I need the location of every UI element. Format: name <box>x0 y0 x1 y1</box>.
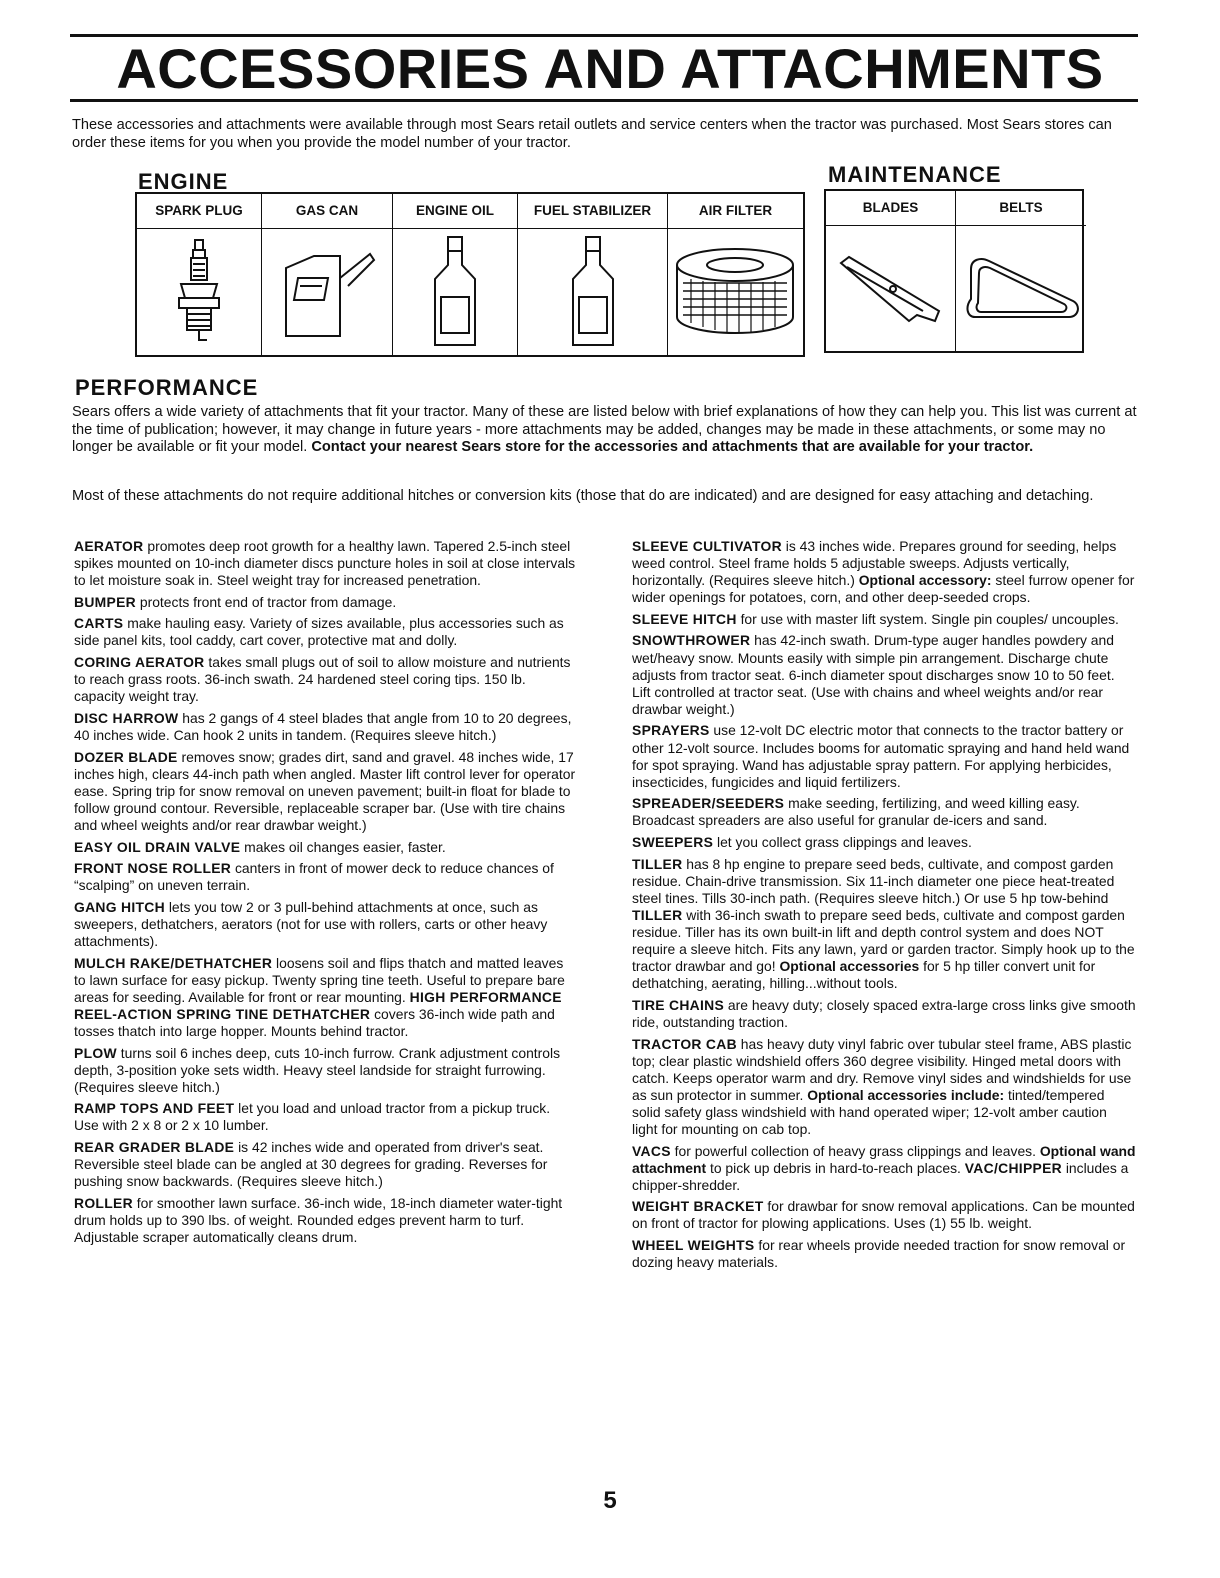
item-label: BELTS <box>956 191 1086 226</box>
entry-term: WEIGHT BRACKET <box>632 1198 764 1215</box>
entry-sleeve-cultivator <box>632 538 1136 606</box>
entry-term: RAMP TOPS AND FEET <box>74 1100 235 1117</box>
entry-text: is 42 inches wide and operated from driver's seat. Reversible steel blade can be angled at 30 degrees for grading. Reverses for pushing snow backwards. (Requires sleeve hitch.) <box>74 1139 548 1190</box>
entry-text: promotes deep root growth for a healthy lawn. Tapered 2.5-inch steel spikes mounted on 10-inch diameter discs puncture holes in soil at close intervals to let moisture soak in. Steel weight tray for increased penetration. <box>74 538 576 589</box>
entry-term: DOZER BLADE <box>74 748 178 765</box>
item-label: ENGINE OIL <box>393 194 517 229</box>
page-title: ACCESSORIES AND ATTACHMENTS <box>116 37 1104 100</box>
entry-wheel-weights <box>632 1237 1136 1271</box>
entry-text: make seeding, fertilizing, and weed killing easy. Broadcast spreaders are also useful for granular de-icers and sand. <box>632 795 1080 829</box>
entry-sweepers <box>632 834 1136 851</box>
entry-ramp-tops-and-feet <box>74 1100 578 1134</box>
entry-optional-label: Optional accessory: <box>858 572 992 589</box>
entry-term: CARTS <box>74 615 124 632</box>
entry-carts <box>74 615 578 649</box>
entry-gang-hitch <box>74 899 578 950</box>
entry-text: makes oil changes easier, faster. <box>240 838 446 855</box>
entry-term: SLEEVE HITCH <box>632 610 737 627</box>
entry-term: VACS <box>632 1142 671 1159</box>
entry-term: PLOW <box>74 1044 117 1061</box>
engine-item-air-filter <box>668 194 803 355</box>
entry-text: is 43 inches wide. Prepares ground for seeding, helps weed control. Steel frame holds 5 adjustable sweeps. Adjusts vertically, horizontally. (Requires sleeve hitch.) <box>632 538 1117 589</box>
entry-dozer-blade <box>74 749 578 834</box>
entry-text: includes a chipper-shredder. <box>632 1159 1129 1193</box>
entry-term: REAR GRADER BLADE <box>74 1139 235 1155</box>
entry-text: let you load and unload tractor from a pickup truck. Use with 2 x 8 or 2 x 10 lumber. <box>74 1100 551 1134</box>
entry-text: has 42-inch swath. Drum-type auger handles powdery and wet/heavy snow. Mounts easily with simple pin arrangement. Discharge chute adjusts from tractor seat. 6-inch diameter spout discharges snow 10 to 50 feet. Lift controlled at tractor seat. (Use with chains and wheel weights and/or rear drawbar weight.) <box>632 632 1115 717</box>
entry-text: has heavy duty vinyl fabric over tubular steel frame, ABS plastic top; clear plastic windshield offers 360 degree visibility. Hinged metal doors with catch. Keeps operator warm and dry. Remove vinyl sides and windshields for use as sun protector in summer. <box>632 1035 1132 1103</box>
entry-term: TIRE CHAINS <box>632 996 725 1013</box>
entry-text: for rear wheels provide needed traction for snow removal or dozing heavy materials. <box>632 1237 1126 1271</box>
entry-weight-bracket <box>632 1198 1136 1232</box>
entry-roller <box>74 1195 578 1246</box>
entry-mulch-rake-dethatcher <box>74 955 578 1040</box>
entry-vacs <box>632 1143 1136 1194</box>
entry-term: MULCH RAKE/DETHATCHER <box>74 954 273 971</box>
belt-icon <box>956 227 1086 351</box>
entry-text: tinted/tempered solid safety glass windshield with hand operated wiper; 12-volt amber caution light for mounting on cab top. <box>632 1086 1107 1137</box>
entry-term: TRACTOR CAB <box>632 1035 737 1052</box>
performance-contact-note: Contact your nearest Sears store for the accessories and attachments that are available for your tractor. <box>311 439 1034 456</box>
engine-item-gas-can <box>262 194 393 355</box>
entry-text: loosens soil and flips thatch and matted leaves to lawn surface for easy pickup. Twenty spring tine teeth. Useful to prepare bare areas for seeding. Available for front or rear mounting. <box>74 954 565 1005</box>
stabilizer-bottle-icon <box>518 230 667 355</box>
page-number: 5 <box>603 1487 617 1514</box>
blade-icon <box>826 227 955 351</box>
entry-term: VAC/CHIPPER <box>964 1159 1062 1176</box>
entry-coring-aerator <box>74 654 578 705</box>
entry-text: protects front end of tractor from damage. <box>136 593 397 610</box>
entry-text: lets you tow 2 or 3 pull-behind attachments at once, such as sweepers, dethatchers, aerators (not for use with rollers, carts or other heavy attachments). <box>74 898 548 949</box>
entry-term: TILLER <box>632 855 683 872</box>
entry-optional-label: Optional accessories <box>779 958 920 975</box>
entry-easy-oil-drain-valve <box>74 839 578 856</box>
entry-term: WHEEL WEIGHTS <box>632 1237 755 1254</box>
entry-text: has 8 hp engine to prepare seed beds, cultivate, and compost garden residue. Chain-drive transmission. Six 11-inch diameter one piece heat-treated steel tines. Tills 30-inch path. (Requires sleeve hitch.) Or use 5 hp tow-behind <box>632 855 1115 906</box>
entry-term: TILLER <box>632 906 683 923</box>
item-label: GAS CAN <box>262 194 392 229</box>
entry-disc-harrow <box>74 710 578 744</box>
entry-term: SWEEPERS <box>632 834 714 850</box>
entry-text: make hauling easy. Variety of sizes available, plus accessories such as side panel kits, tool caddy, cart cover, protective mat and dolly. <box>74 615 564 649</box>
entry-optional-label: Optional accessories include: <box>807 1086 1005 1103</box>
gas-can-icon <box>262 230 392 355</box>
performance-text: Sears offers a wide variety of attachments that fit your tractor. Many of these are listed below with brief explanations of how they can help you. This list was current at the time of publication; however, it may change in future years - more attachments may be added, changes may be made in these attachments, or some may no longer be available or fit your model. <box>72 404 1137 456</box>
item-label: AIR FILTER <box>668 194 803 229</box>
maintenance-item-blades <box>826 191 956 351</box>
entry-text: takes small plugs out of soil to allow moisture and nutrients to reach grass roots. 36-inch swath. 24 hardened steel coring tips. 150 lb. capacity weight tray. <box>74 654 571 705</box>
entry-text: for powerful collection of heavy grass clippings and leaves. <box>670 1142 1040 1159</box>
entry-tiller <box>632 856 1136 993</box>
air-filter-icon <box>668 230 803 355</box>
entry-term: EASY OIL DRAIN VALVE <box>74 838 241 855</box>
entry-term: CORING AERATOR <box>74 654 205 671</box>
entry-term: SLEEVE CULTIVATOR <box>632 538 782 554</box>
entry-term: SNOWTHROWER <box>632 632 751 649</box>
entry-sleeve-hitch <box>632 611 1136 628</box>
entry-bumper <box>74 594 578 611</box>
performance-intro <box>72 404 1144 457</box>
entry-optional-label: Optional wand attachment <box>632 1142 1136 1176</box>
entry-text: let you collect grass clippings and leaves. <box>713 834 972 850</box>
entry-sprayers <box>632 722 1136 790</box>
entry-text: canters in front of mower deck to reduce chances of “scalping” on uneven terrain. <box>74 860 554 894</box>
intro-text: These accessories and attachments were available through most Sears retail outlets and service centers when the tractor was purchased. Most Sears stores can order these items for you when you provide the model number of your tractor. <box>72 117 1112 151</box>
entry-tractor-cab <box>632 1036 1136 1139</box>
entry-text: for drawbar for snow removal applications. Can be mounted on front of tractor for plowing applications. Uses (1) 55 lb. weight. <box>632 1198 1135 1232</box>
entry-text: removes snow; grades dirt, sand and gravel. 48 inches wide, 17 inches high, clears 44-inch path when angled. Master lift control lever for operator ease. Spring trip for snow removal on uneven pavement; built-in float for blade to follow ground contour. Reversible, replaceable scraper bar. (Use with tire chains and wheel weights and/or rear drawbar weight.) <box>74 748 576 833</box>
entry-term: DISC HARROW <box>74 709 179 726</box>
entry-term: GANG HITCH <box>74 898 165 915</box>
performance-heading: PERFORMANCE <box>75 375 259 400</box>
engine-item-fuel-stabilizer <box>518 194 668 355</box>
maintenance-table <box>824 189 1084 353</box>
entry-text: for 5 hp tiller convert unit for dethatching, aerating, hilling...without tools. <box>632 958 1096 992</box>
engine-item-spark-plug <box>137 194 262 355</box>
entry-term: SPREADER/SEEDERS <box>632 795 785 812</box>
engine-table <box>135 192 805 357</box>
entry-text: turns soil 6 inches deep, cuts 10-inch furrow. Crank adjustment controls depth, 3-position yoke sets width. Heavy steel landside for straight furrowing. (Requires sleeve hitch.) <box>74 1044 561 1095</box>
entry-text: steel furrow opener for wider openings for potatoes, corn, and other deep-seeded crops. <box>632 572 1135 606</box>
maintenance-heading: MAINTENANCE <box>828 162 1002 187</box>
entry-front-nose-roller <box>74 860 578 894</box>
engine-item-engine-oil <box>393 194 518 355</box>
entry-term: FRONT NOSE ROLLER <box>74 860 232 877</box>
entry-text: for smoother lawn surface. 36-inch wide, 18-inch diameter water-tight drum holds up to 390 lbs. of weight. Rounded edges prevent harm to turf. Adjustable scraper automatically cleans drum. <box>74 1194 563 1245</box>
spark-plug-icon <box>137 230 261 355</box>
entry-text: are heavy duty; closely spaced extra-large cross links give smooth ride, outstanding traction. <box>632 996 1136 1030</box>
right-column <box>632 538 1136 1276</box>
entry-text: covers 36-inch wide path and tosses thatch into large hopper. Mounts behind tractor. <box>74 1005 555 1039</box>
performance-note: Most of these attachments do not require additional hitches or conversion kits (those that do are indicated) and are designed for easy attaching and detaching. <box>72 488 1094 504</box>
entry-rear-grader-blade <box>74 1139 578 1190</box>
entry-term: AERATOR <box>74 538 144 554</box>
engine-heading: ENGINE <box>138 169 229 194</box>
entry-text: to pick up debris in hard-to-reach places. <box>706 1159 965 1176</box>
entry-term: HIGH PERFORMANCE REEL-ACTION SPRING TINE DETHATCHER <box>74 988 562 1022</box>
entry-tire-chains <box>632 997 1136 1031</box>
entry-aerator <box>74 538 578 589</box>
entry-text: has 2 gangs of 4 steel blades that angle from 10 to 20 degrees, 40 inches wide. Can hook 2 units in tandem. (Requires sleeve hitch.) <box>74 709 572 743</box>
item-label: BLADES <box>826 191 955 226</box>
left-column <box>74 538 578 1251</box>
entry-plow <box>74 1045 578 1096</box>
entry-term: BUMPER <box>74 593 136 610</box>
entry-text: use 12-volt DC electric motor that connects to the tractor battery or other 12-volt source. Includes booms for automatic spraying and hand held wand for spot spraying. Wand has adjustable spray pattern. For applying herbicides, insecticides, fungicides and liquid fertilizers. <box>632 722 1130 790</box>
entry-term: ROLLER <box>74 1194 133 1211</box>
entry-text: for use with master lift system. Single pin couples/ uncouples. <box>736 610 1119 627</box>
item-label: FUEL STABILIZER <box>518 194 667 229</box>
entry-term: SPRAYERS <box>632 722 710 739</box>
maintenance-item-belts <box>956 191 1086 351</box>
entry-text: with 36-inch swath to prepare seed beds, cultivate and compost garden residue. Tiller has its own built-in lift and depth control system and does NOT require a sleeve hitch. Fits any lawn, yard or garden tractor. Simply hook up to the tractor drawbar and go! <box>632 906 1135 975</box>
entry-spreader-seeders <box>632 795 1136 829</box>
item-label: SPARK PLUG <box>137 194 261 229</box>
entry-snowthrower <box>632 632 1136 717</box>
oil-bottle-icon <box>393 230 517 355</box>
